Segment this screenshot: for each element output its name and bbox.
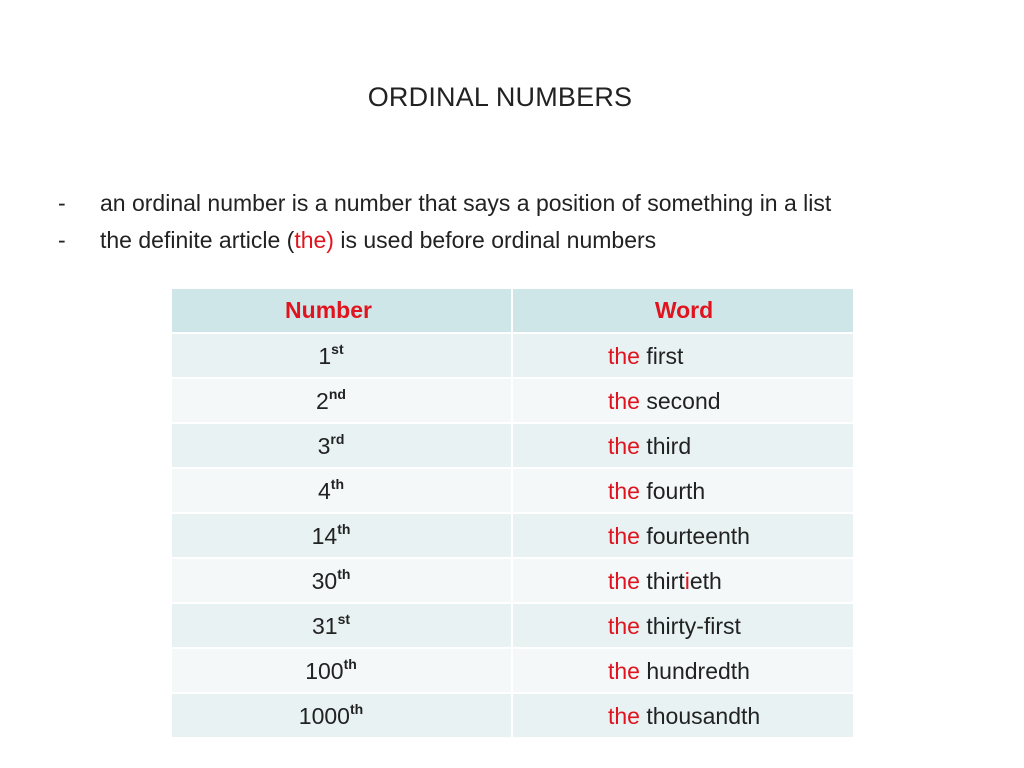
ordinal-numeral (172, 478, 490, 505)
article-the: the (608, 433, 640, 459)
numeral-digits: 3 (317, 433, 331, 459)
bullet-marker: - (58, 227, 66, 253)
word-text: fourth (639, 478, 706, 504)
ordinal-numeral (172, 343, 490, 370)
numeral-digits: 100 (305, 658, 344, 684)
word-cell (512, 423, 854, 468)
table-row (171, 333, 854, 378)
numeral-digits: 1 (318, 343, 332, 369)
bullet-marker: - (58, 190, 66, 216)
numeral-digits: 30 (311, 568, 338, 594)
table-row (171, 648, 854, 693)
word-cell (512, 693, 854, 738)
numeral-digits: 31 (311, 613, 338, 639)
word-text: fourteenth (639, 523, 750, 549)
article-the: the (608, 523, 640, 549)
ordinal-suffix: rd (330, 431, 345, 447)
ordinal-suffix: nd (328, 386, 346, 402)
ordinal-suffix: th (337, 566, 351, 582)
ordinal-word (608, 478, 705, 505)
article-the: the (608, 343, 640, 369)
word-cell (512, 513, 854, 558)
ordinal-numbers-table (170, 287, 855, 739)
word-cell (512, 468, 854, 513)
ordinal-suffix: th (349, 701, 364, 717)
numeral-digits: 4 (317, 478, 331, 504)
number-cell (171, 693, 512, 738)
ordinal-numeral (172, 658, 490, 685)
number-cell (171, 603, 512, 648)
ordinal-suffix: th (330, 476, 344, 492)
numeral-digits: 2 (316, 388, 329, 414)
table-row (171, 468, 854, 513)
table-row (171, 558, 854, 603)
highlighted-article: the) (294, 227, 334, 253)
ordinal-word (608, 343, 683, 370)
table-row (171, 603, 854, 648)
word-cell (512, 333, 854, 378)
number-cell (171, 648, 512, 693)
ordinal-numeral (172, 613, 490, 640)
ordinal-word (608, 433, 691, 460)
table-body (171, 333, 854, 738)
ordinal-suffix: th (343, 656, 357, 672)
table-row (171, 693, 854, 738)
ordinal-word (608, 523, 750, 550)
column-header-number: Number (171, 288, 512, 333)
ordinal-suffix: st (331, 341, 344, 357)
bullet-list (58, 185, 998, 259)
ordinal-word (608, 568, 722, 595)
number-cell (171, 333, 512, 378)
article-the: the (608, 568, 640, 594)
word-cell (512, 603, 854, 648)
word-text: thirt (639, 568, 685, 594)
word-cell (512, 648, 854, 693)
number-cell (171, 468, 512, 513)
ordinal-suffix: th (337, 521, 351, 537)
table-row (171, 378, 854, 423)
numeral-digits: 14 (311, 523, 338, 549)
word-text: third (639, 433, 692, 459)
ordinal-numeral (172, 568, 490, 595)
article-the: the (608, 613, 640, 639)
bullet-item (58, 222, 998, 259)
word-cell (512, 558, 854, 603)
ordinal-word (608, 658, 750, 685)
word-text: second (639, 388, 721, 414)
number-cell (171, 378, 512, 423)
bullet-text-part: is used before ordinal numbers (333, 227, 657, 253)
table-row (171, 423, 854, 468)
ordinal-numeral (172, 388, 490, 415)
word-text: first (639, 343, 684, 369)
number-cell (171, 558, 512, 603)
number-cell (171, 513, 512, 558)
word-text: hundredth (639, 658, 750, 684)
bullet-item (58, 185, 998, 222)
word-text-after: eth (689, 568, 722, 594)
table-row (171, 513, 854, 558)
ordinal-word (608, 388, 721, 415)
numeral-digits: 1000 (298, 703, 350, 729)
article-the: the (608, 388, 640, 414)
word-cell (512, 378, 854, 423)
number-cell (171, 423, 512, 468)
bullet-text: an ordinal number is a number that says a position of something in a list (100, 190, 832, 216)
word-text: thousandth (639, 703, 761, 729)
column-header-word: Word (512, 288, 854, 333)
ordinal-suffix: st (337, 611, 351, 627)
article-the: the (608, 478, 640, 504)
page-title: ORDINAL NUMBERS (367, 82, 633, 112)
word-text: thirty-first (639, 613, 741, 639)
article-the: the (608, 703, 640, 729)
ordinal-numeral (172, 433, 490, 460)
ordinal-word (608, 703, 760, 730)
bullet-text-part: the definite article ( (100, 227, 295, 253)
spelling-highlight: i (684, 568, 690, 594)
bullet-text (100, 222, 656, 259)
ordinal-word (608, 613, 741, 640)
ordinal-numeral (172, 703, 490, 730)
table-header-row (171, 288, 854, 333)
ordinal-numeral (172, 523, 490, 550)
article-the: the (608, 658, 640, 684)
